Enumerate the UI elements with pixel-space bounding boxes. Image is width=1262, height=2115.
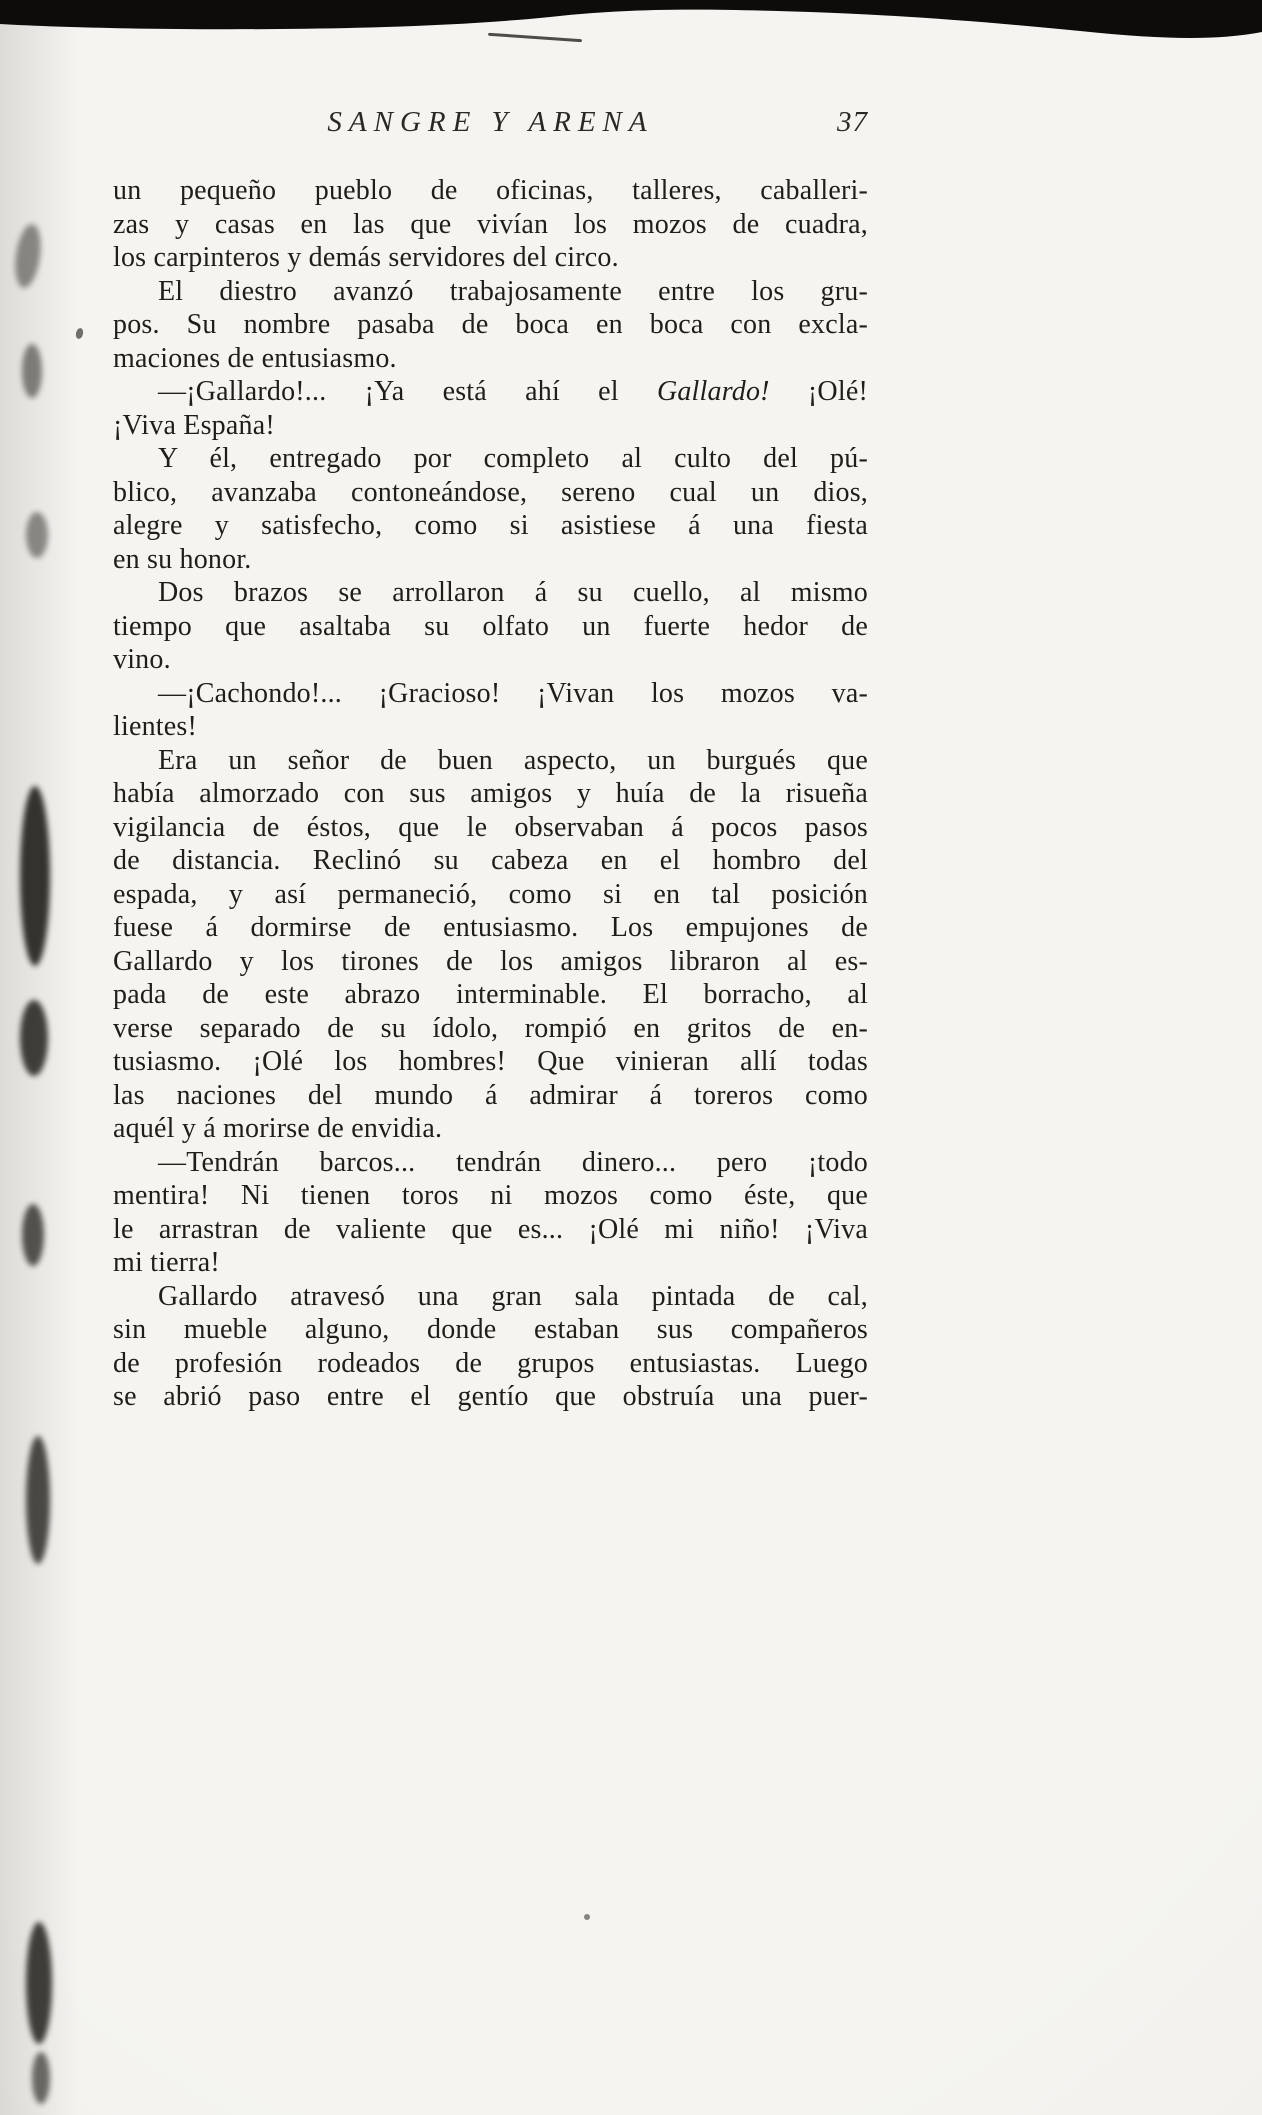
text-line: maciones de entusiasmo. bbox=[113, 342, 397, 374]
text-line: pada de este abrazo interminable. El borracho, al bbox=[113, 979, 868, 1010]
text-line: ¡Viva España! bbox=[113, 409, 275, 441]
text-line: pos. Su nombre pasaba de boca en boca con excla- bbox=[113, 309, 868, 340]
text-line: El diestro avanzó trabajosamente entre los gru- bbox=[158, 275, 868, 307]
scan-edge-band bbox=[0, 0, 1262, 60]
scan-smudge bbox=[26, 1436, 50, 1564]
text-line: se abrió paso entre el gentío que obstruía una puer- bbox=[113, 1381, 868, 1412]
text-line: aquél y á morirse de envidia. bbox=[113, 1113, 443, 1144]
paragraph bbox=[113, 1280, 868, 1414]
text-line: un pequeño pueblo de oficinas, talleres, caballeri- bbox=[113, 175, 868, 206]
text-line: mentira! Ni tienen toros ni mozos como éste, que bbox=[113, 1180, 868, 1211]
paragraph bbox=[113, 744, 868, 1146]
scan-smudge bbox=[26, 1922, 52, 2044]
text-line: Dos brazos se arrollaron á su cuello, al mismo bbox=[158, 577, 868, 608]
page-number: 37 bbox=[837, 106, 868, 138]
text-line: le arrastran de valiente que es... ¡Olé mi niño! ¡Viva bbox=[113, 1213, 868, 1245]
text-line: verse separado de su ídolo, rompió en gritos de en- bbox=[113, 1012, 868, 1044]
text-line: los carpinteros y demás servidores del circo. bbox=[113, 242, 619, 273]
paragraph bbox=[113, 275, 868, 376]
text-line: las naciones del mundo á admirar á toreros como bbox=[113, 1079, 868, 1111]
text-line: espada, y así permaneció, como si en tal posición bbox=[113, 878, 868, 910]
text-line: lientes! bbox=[113, 711, 198, 742]
paragraph bbox=[113, 677, 868, 744]
text-line: en su honor. bbox=[113, 543, 252, 575]
text-line: blico, avanzaba contoneándose, sereno cual un dios, bbox=[113, 476, 868, 508]
text-line: Gallardo atravesó una gran sala pintada de cal, bbox=[158, 1280, 868, 1312]
text-line: tusiasmo. ¡Olé los hombres! Que vinieran allí todas bbox=[113, 1046, 868, 1077]
text-line: había almorzado con sus amigos y huía de la risueña bbox=[113, 778, 868, 809]
text-line: de profesión rodeados de grupos entusiastas. Luego bbox=[113, 1347, 868, 1379]
text-line: vino. bbox=[113, 644, 171, 675]
text-line: Gallardo y los tirones de los amigos libraron al es- bbox=[113, 945, 868, 977]
text-line: sin mueble alguno, donde estaban sus compañeros bbox=[113, 1314, 868, 1345]
text-line: tiempo que asaltaba su olfato un fuerte hedor de bbox=[113, 610, 868, 642]
text-line: de distancia. Reclinó su cabeza en el hombro del bbox=[113, 845, 868, 876]
text-line: alegre y satisfecho, como si asistiese á una fiesta bbox=[113, 510, 868, 541]
text-line: vigilancia de éstos, que le observaban á pocos pasos bbox=[113, 811, 868, 843]
paragraph bbox=[113, 442, 868, 576]
paragraph bbox=[113, 1146, 868, 1280]
text-line: Era un señor de buen aspecto, un burgués que bbox=[158, 744, 868, 776]
text-line: —¡Gallardo!... ¡Ya está ahí el Gallardo! ¡Olé! bbox=[158, 376, 868, 407]
scan-speck bbox=[584, 1914, 590, 1920]
paragraph bbox=[113, 174, 868, 275]
page-header bbox=[113, 106, 868, 148]
text-line: mi tierra! bbox=[113, 1247, 220, 1278]
text-line: Y él, entregado por completo al culto del pú- bbox=[158, 443, 868, 474]
running-title: SANGRE Y ARENA bbox=[327, 106, 654, 138]
paragraph bbox=[113, 576, 868, 677]
scan-smudge bbox=[32, 2052, 50, 2104]
page-body bbox=[113, 174, 868, 1414]
text-line: —¡Cachondo!... ¡Gracioso! ¡Vivan los mozos va- bbox=[158, 677, 868, 709]
text-line: fuese á dormirse de entusiasmo. Los empujones de bbox=[113, 912, 868, 943]
paragraph bbox=[113, 375, 868, 442]
text-line: zas y casas en las que vivían los mozos de cuadra, bbox=[113, 208, 868, 240]
text-line: —Tendrán barcos... tendrán dinero... pero ¡todo bbox=[158, 1146, 868, 1178]
book-page bbox=[0, 106, 1262, 1414]
